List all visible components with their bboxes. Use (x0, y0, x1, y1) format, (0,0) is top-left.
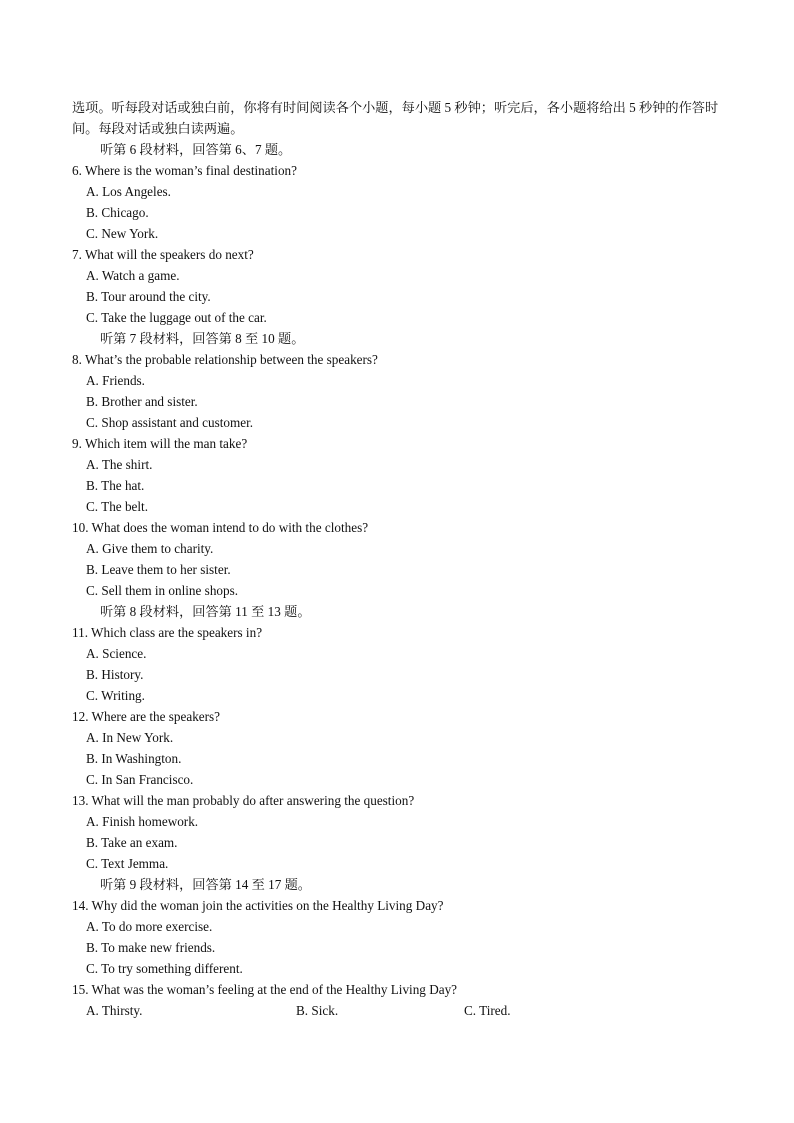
answer-option: A. Science. (86, 646, 147, 661)
answer-option: C. Writing. (86, 688, 145, 703)
question-text: 8. What’s the probable relationship between the speakers? (72, 352, 378, 367)
answer-option: B. To make new friends. (86, 940, 216, 955)
question-text: 9. Which item will the man take? (72, 436, 248, 451)
question-text: 11. Which class are the speakers in? (72, 625, 263, 640)
question-15-options (72, 1000, 722, 1021)
question-text: 13. What will the man probably do after answering the question? (72, 793, 415, 808)
answer-option: B. Tour around the city. (86, 289, 211, 304)
question-list (72, 139, 722, 979)
option-a: A. Thirsty. (86, 1003, 143, 1018)
answer-option: B. The hat. (86, 478, 145, 493)
section-heading: 听第 7 段材料，回答第 8 至 10 题。 (100, 331, 305, 346)
answer-option: A. Los Angeles. (86, 184, 171, 199)
answer-option: B. Take an exam. (86, 835, 178, 850)
answer-option: B. History. (86, 667, 144, 682)
option-c: C. Tired. (464, 1003, 511, 1018)
answer-option: C. In San Francisco. (86, 772, 194, 787)
question-text: 6. Where is the woman’s final destination? (72, 163, 297, 178)
section-heading: 听第 8 段材料，回答第 11 至 13 题。 (100, 604, 311, 619)
listening-section (72, 97, 722, 1021)
answer-option: B. Chicago. (86, 205, 149, 220)
answer-option: C. Take the luggage out of the car. (86, 310, 267, 325)
answer-option: A. Friends. (86, 373, 145, 388)
answer-option: B. Brother and sister. (86, 394, 198, 409)
answer-option: C. New York. (86, 226, 159, 241)
question-text: 12. Where are the speakers? (72, 709, 221, 724)
question-15: 15. What was the woman’s feeling at the end of the Healthy Living Day? (72, 982, 458, 997)
answer-option: A. Watch a game. (86, 268, 180, 283)
section-heading: 听第 6 段材料，回答第 6、7 题。 (100, 142, 292, 157)
answer-option: B. In Washington. (86, 751, 182, 766)
question-text: 10. What does the woman intend to do with the clothes? (72, 520, 369, 535)
answer-option: A. Give them to charity. (86, 541, 214, 556)
question-text: 7. What will the speakers do next? (72, 247, 254, 262)
answer-option: C. Sell them in online shops. (86, 583, 239, 598)
answer-option: A. The shirt. (86, 457, 153, 472)
answer-option: C. Text Jemma. (86, 856, 169, 871)
answer-option: C. Shop assistant and customer. (86, 415, 254, 430)
answer-option: C. The belt. (86, 499, 149, 514)
answer-option: C. To try something different. (86, 961, 243, 976)
instructions-text: 选项。听每段对话或独白前，你将有时间阅读各个小题，每小题 5 秒钟；听完后，各小题将给出 5 秒钟的作答时间。每段对话或独白读两遍。 (72, 100, 719, 136)
option-b: B. Sick. (296, 1003, 339, 1018)
answer-option: A. To do more exercise. (86, 919, 213, 934)
answer-option: A. In New York. (86, 730, 174, 745)
answer-option: A. Finish homework. (86, 814, 199, 829)
answer-option: B. Leave them to her sister. (86, 562, 231, 577)
section-heading: 听第 9 段材料，回答第 14 至 17 题。 (100, 877, 311, 892)
question-text: 14. Why did the woman join the activities on the Healthy Living Day? (72, 898, 444, 913)
